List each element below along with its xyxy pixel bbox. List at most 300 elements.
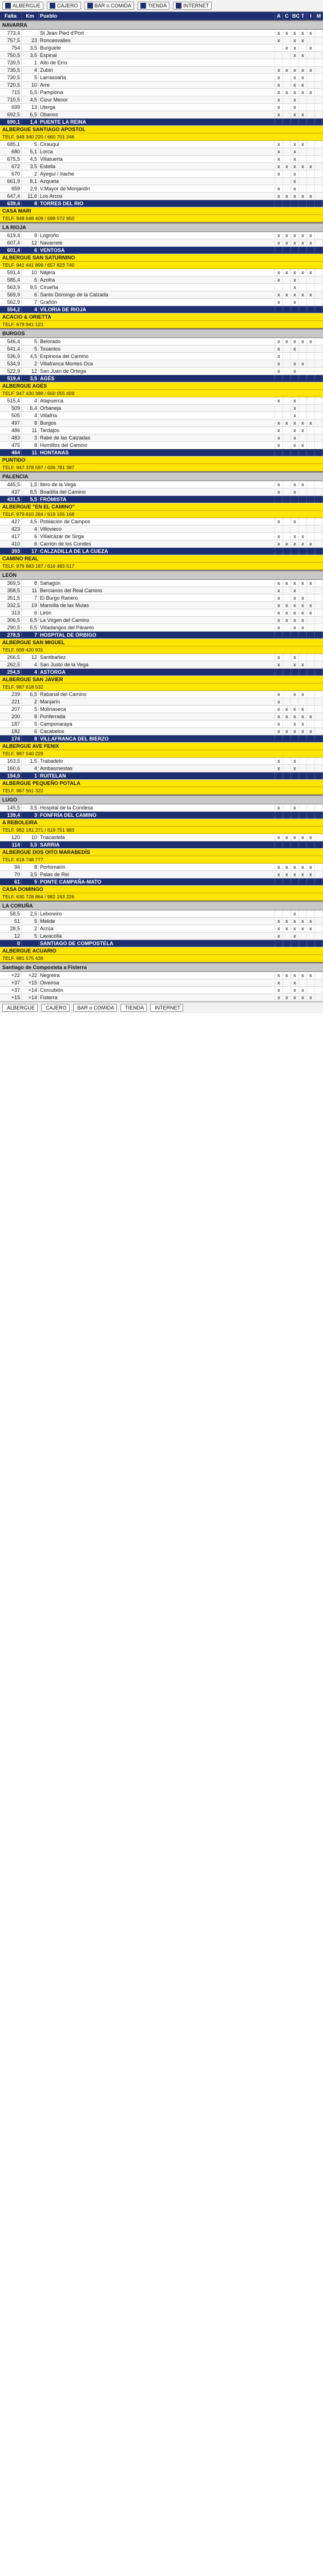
stage-flag [307,669,315,675]
stage-flag [307,496,315,503]
stage-flag [283,306,291,313]
stage-falta: 690,1 [0,119,22,125]
row-falta: 750,5 [0,52,22,59]
row-flag [299,518,307,525]
row-flag [283,427,291,434]
row-flag [307,933,315,939]
row-flag: x [299,239,307,246]
row-pueblo: Espinosa del Camino [39,353,275,360]
header-falta: Falta [0,12,22,20]
row-flag: x [283,269,291,276]
row-flag: x [275,972,283,979]
row-flag [315,706,323,713]
row-flag [275,412,283,419]
albergue-phone: TELF. 948 648 409 / 699 572 950 [0,215,323,222]
row-flag: x [299,141,307,148]
stage-km: 11 [22,449,39,456]
row-flag: x [275,595,283,601]
row-pueblo: Cirauqui [39,141,275,148]
row-flag: x [291,758,299,764]
row-km: +15 [22,979,39,986]
row-falta: 417 [0,533,22,540]
row-km: 6 [22,533,39,540]
row-flag: x [291,232,299,239]
row-flag [307,691,315,698]
table-row [0,918,323,925]
row-km: 4,5 [22,518,39,525]
stage-name: PONTE CAMPAÑA-MATO [39,878,275,885]
row-flag: x [291,141,299,148]
row-km: +14 [22,987,39,994]
row-flag: x [307,30,315,36]
row-flag: x [275,299,283,306]
albergue-phone: TELF. 679 941 123 [0,321,323,328]
row-flag [283,148,291,155]
row-km: 12 [22,654,39,661]
row-flag: x [299,338,307,345]
row-flag [307,405,315,412]
row-flag [307,276,315,283]
row-pueblo: Villovieco [39,526,275,532]
row-flag [315,338,323,345]
row-flag: x [275,489,283,495]
row-flag: x [299,834,307,841]
table-row [0,397,323,405]
internet-icon [176,3,181,9]
row-flag [283,412,291,419]
table-row [0,193,323,200]
row-flag: x [275,67,283,74]
row-flag [299,156,307,162]
row-flag [315,580,323,587]
row-flag [299,758,307,764]
row-flag [307,74,315,81]
row-flag [291,59,299,66]
stage-flag [315,632,323,638]
route-table-page [0,0,323,1014]
row-flag [283,910,291,917]
table-row [0,624,323,632]
stage-flag [299,119,307,125]
region-header: PALENCIA [0,471,323,481]
row-flag [315,170,323,177]
row-km: 6,4 [22,405,39,412]
row-flag: x [275,624,283,631]
row-flag [283,37,291,44]
row-falta: 534,9 [0,360,22,367]
stage-flag [307,772,315,779]
row-pueblo: San Justo de la Vega [39,661,275,668]
row-flag: x [299,533,307,540]
row-flag: x [299,918,307,925]
row-flag [315,193,323,200]
stage-flag [275,940,283,947]
row-flag [315,728,323,735]
row-pueblo: San Juan de Ortega [39,368,275,375]
row-km: 9,5 [22,284,39,291]
row-pueblo: Camponaraya [39,721,275,727]
row-flag [307,721,315,727]
table-row [0,52,323,59]
row-flag: x [299,360,307,367]
row-flag: x [291,489,299,495]
row-flag [307,979,315,986]
stage-name: ASTORGA [39,669,275,675]
row-pueblo: Roncesvalles [39,37,275,44]
row-pueblo: Espinal [39,52,275,59]
stage-name: HOSPITAL DE ÓRBIGO [39,632,275,638]
row-flag: x [291,765,299,772]
row-flag: x [275,804,283,811]
row-pueblo: Azqueta [39,178,275,185]
row-flag: x [291,104,299,111]
row-flag [299,104,307,111]
stage-flag [315,449,323,456]
table-row [0,148,323,156]
row-pueblo: Villadangos del Páramo [39,624,275,631]
row-flag [283,345,291,352]
row-falta: 120 [0,834,22,841]
row-flag [315,602,323,609]
row-flag [283,284,291,291]
row-flag: x [275,74,283,81]
albergue-name: ALBERGUE AVE FENIX [0,743,323,750]
albergue-name: ALBERGUE DOS OITO MARABEDÍS [0,849,323,856]
row-km: 8,5 [22,489,39,495]
row-flag [315,994,323,1001]
table-row [0,59,323,67]
albergue-name: PUNTIDO [0,457,323,464]
row-flag: x [275,232,283,239]
row-flag [315,918,323,925]
row-flag: x [275,728,283,735]
row-km: 8,1 [22,178,39,185]
row-flag [315,864,323,870]
row-falta: 207 [0,706,22,713]
row-falta: 607,4 [0,239,22,246]
row-falta: 720,5 [0,82,22,88]
row-falta: 699 [0,104,22,111]
stage-flag [299,669,307,675]
row-flag: x [291,602,299,609]
row-pueblo: Alto de Erro [39,59,275,66]
header-pueblo: Pueblo [39,12,275,20]
row-flag [307,59,315,66]
row-flag [275,284,283,291]
row-flag: x [275,871,283,878]
stage-km: 17 [22,548,39,555]
row-pueblo: Portomarín [39,864,275,870]
table-row [0,37,323,44]
row-flag: x [275,587,283,594]
row-falta: 12 [0,933,22,939]
row-flag [283,52,291,59]
row-km: 2 [22,360,39,367]
row-flag: x [275,96,283,103]
row-flag: x [283,89,291,96]
row-flag [315,442,323,449]
stage-flag [275,841,283,848]
stage-falta: 174 [0,735,22,742]
stage-row [0,449,323,457]
row-pueblo: Leboreiro [39,910,275,917]
row-flag [315,758,323,764]
row-flag [275,178,283,185]
row-flag: x [307,834,315,841]
row-pueblo: Itero de la Vega [39,481,275,488]
albergue-phone: TELF. 979 810 284 / 619 105 168 [0,511,323,518]
stage-name: SARRIA [39,841,275,848]
row-falta: 497 [0,420,22,426]
row-flag: x [275,765,283,772]
row-flag: x [307,864,315,870]
row-flag: x [275,104,283,111]
stage-falta: 0 [0,940,22,947]
row-flag [283,156,291,162]
row-flag [315,37,323,44]
stage-name: RUITELAN [39,772,275,779]
row-km: 3,5 [22,163,39,170]
row-flag [299,345,307,352]
stage-flag [291,375,299,382]
row-flag: x [307,338,315,345]
row-km: 6 [22,728,39,735]
header-km: Km [22,12,39,20]
table-row [0,533,323,540]
row-flag [299,979,307,986]
row-falta: 221 [0,698,22,705]
row-flag: x [291,481,299,488]
row-flag: x [275,269,283,276]
row-flag [283,299,291,306]
row-flag: x [291,96,299,103]
stage-flag [315,548,323,555]
row-flag: x [283,193,291,200]
row-falta: 675,5 [0,156,22,162]
row-flag [283,276,291,283]
row-flag: x [275,540,283,547]
row-flag [299,170,307,177]
row-flag: x [283,713,291,720]
table-row [0,661,323,669]
row-flag [299,178,307,185]
row-pueblo: Burgos [39,420,275,426]
row-pueblo: Carrión de los Condes [39,540,275,547]
stage-flag [307,375,315,382]
row-flag [283,691,291,698]
row-flag [283,624,291,631]
row-flag [315,691,323,698]
stage-km: 1,4 [22,119,39,125]
row-flag [315,163,323,170]
stage-falta: 464 [0,449,22,456]
stage-falta: 601,4 [0,247,22,254]
row-flag: x [299,987,307,994]
row-flag [315,30,323,36]
row-flag [307,368,315,375]
row-km: 11 [22,427,39,434]
region-header: LA CORUÑA [0,901,323,910]
table-row [0,156,323,163]
row-km: 3,5 [22,804,39,811]
row-flag [307,185,315,192]
row-falta: 163,5 [0,758,22,764]
row-flag: x [275,163,283,170]
stage-flag [283,878,291,885]
row-flag [307,111,315,118]
row-flag: x [283,163,291,170]
row-km: 7 [22,595,39,601]
stage-flag [307,247,315,254]
row-flag: x [291,987,299,994]
row-falta: 437 [0,489,22,495]
row-km: 5 [22,345,39,352]
row-flag: x [275,661,283,668]
row-pueblo: Orbaneja [39,405,275,412]
row-falta: 585,4 [0,276,22,283]
row-flag: x [275,291,283,298]
row-km: 11 [22,587,39,594]
row-flag: x [275,111,283,118]
table-row [0,178,323,185]
row-flag [283,654,291,661]
row-flag: x [291,442,299,449]
table-row [0,185,323,193]
table-row [0,721,323,728]
row-flag [315,291,323,298]
row-km: 4,5 [22,96,39,103]
row-flag [315,89,323,96]
row-flag [283,661,291,668]
stage-flag [299,735,307,742]
row-falta: +22 [0,972,22,979]
stage-row [0,735,323,743]
stage-km: 3,5 [22,375,39,382]
stage-flag [307,878,315,885]
row-flag: x [275,481,283,488]
table-row [0,933,323,940]
stage-flag [315,878,323,885]
table-row [0,910,323,918]
row-flag: x [307,713,315,720]
row-flag: x [291,871,299,878]
row-falta: 536,9 [0,353,22,360]
stage-km: 4 [22,306,39,313]
row-flag: x [291,360,299,367]
stage-flag [307,940,315,947]
stage-flag [275,735,283,742]
row-flag [283,721,291,727]
row-flag: x [283,540,291,547]
row-flag: x [291,420,299,426]
row-flag: x [291,170,299,177]
row-flag [283,74,291,81]
row-flag [307,765,315,772]
row-flag: x [275,89,283,96]
row-flag [283,698,291,705]
stage-name: VENTOSA [39,247,275,254]
row-pueblo: Palas de Rei [39,871,275,878]
row-flag: x [299,580,307,587]
row-pueblo: Tardajos [39,427,275,434]
stage-flag [283,449,291,456]
row-flag: x [291,587,299,594]
table-row [0,442,323,449]
row-flag [283,533,291,540]
row-flag [307,427,315,434]
stage-flag [291,119,299,125]
stage-falta: 393 [0,548,22,555]
row-flag [315,276,323,283]
stage-name: TORRES DEL RIO [39,200,275,207]
row-falta: 145,5 [0,804,22,811]
row-flag [315,368,323,375]
row-flag [307,353,315,360]
row-flag: x [291,67,299,74]
stage-flag [283,496,291,503]
row-falta: 160,6 [0,765,22,772]
table-row [0,595,323,602]
row-km: 6 [22,276,39,283]
table-row [0,82,323,89]
header-c1: A [275,12,283,20]
row-flag: x [307,232,315,239]
row-flag: x [291,624,299,631]
row-flag: x [275,533,283,540]
table-row [0,232,323,239]
row-flag [315,609,323,616]
row-flag: x [275,925,283,932]
legend-tienda: TIENDA [138,2,169,10]
row-flag [315,405,323,412]
row-flag: x [299,994,307,1001]
row-km: 5 [22,141,39,148]
stage-flag [299,632,307,638]
stage-row [0,247,323,254]
stage-km: 3 [22,812,39,819]
row-km: 8 [22,420,39,426]
stage-flag [283,119,291,125]
stage-flag [291,812,299,819]
row-falta: +15 [0,994,22,1001]
stage-falta: 254,5 [0,669,22,675]
legend-bar: BAR o COMIDA [73,1004,118,1012]
table-row [0,299,323,306]
row-flag [283,979,291,986]
row-flag: x [283,706,291,713]
stage-flag [299,878,307,885]
table-row [0,96,323,104]
row-flag [315,111,323,118]
header-c3: BC [292,13,300,19]
row-flag: x [299,74,307,81]
row-flag: x [299,864,307,870]
table-row [0,360,323,368]
row-flag [307,156,315,162]
stage-name: FONFRÍA DEL CAMINO [39,812,275,819]
stage-flag [315,375,323,382]
row-flag [315,987,323,994]
row-flag: x [299,691,307,698]
row-flag: x [291,661,299,668]
row-falta: 563,9 [0,284,22,291]
stage-name: FRÓMISTA [39,496,275,503]
row-flag [299,933,307,939]
stage-flag [315,306,323,313]
table-row [0,345,323,353]
stage-flag [275,247,283,254]
row-flag: x [299,442,307,449]
